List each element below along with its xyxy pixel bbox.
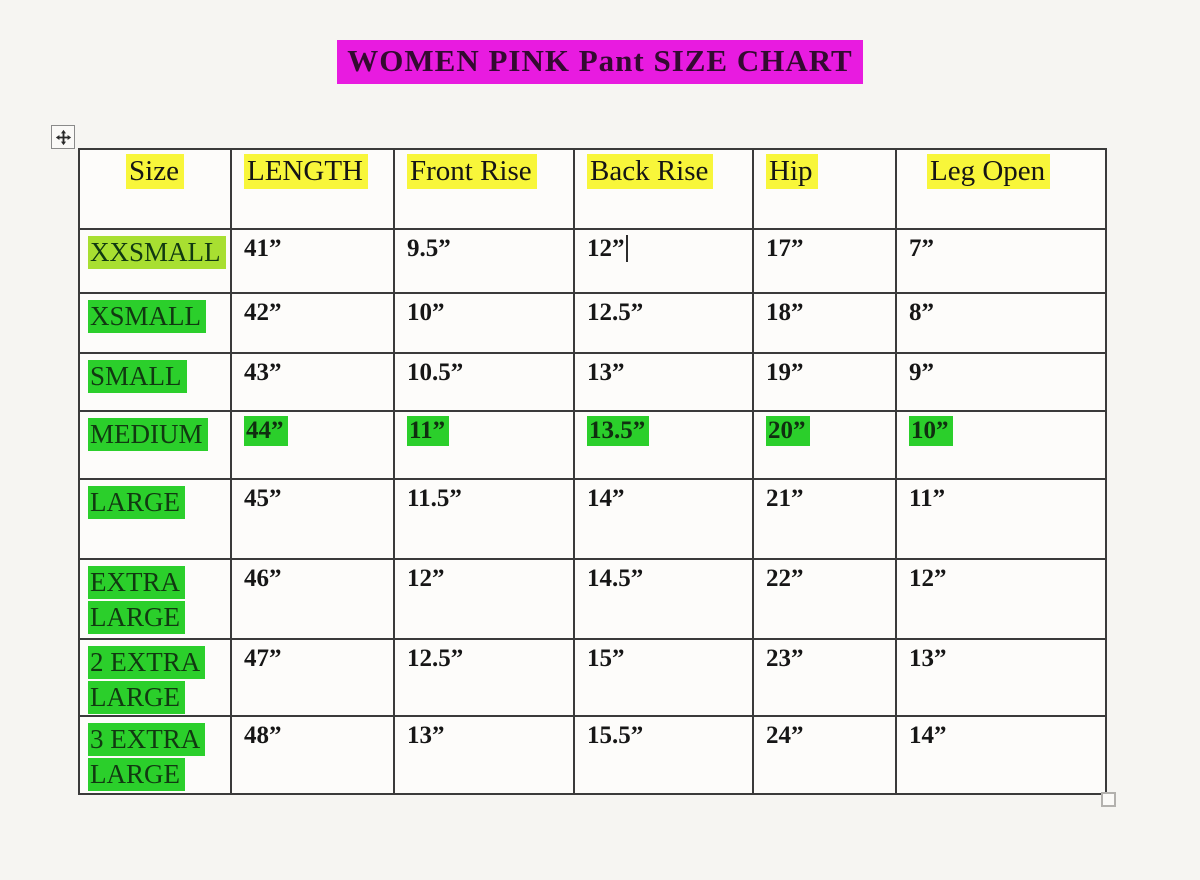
- table-row: [79, 716, 1106, 794]
- value-label: 13.5”: [587, 416, 649, 446]
- length-cell[interactable]: [231, 411, 394, 479]
- value-label: 18”: [766, 299, 804, 326]
- size-label: SMALL: [88, 360, 187, 393]
- hip-cell[interactable]: [753, 229, 896, 293]
- leg-open-cell[interactable]: [896, 639, 1106, 716]
- hip-cell[interactable]: [753, 716, 896, 794]
- value-label: 13”: [407, 722, 445, 749]
- column-header-back-rise[interactable]: [574, 149, 753, 229]
- back-rise-cell[interactable]: [574, 559, 753, 639]
- value-label: 20”: [766, 416, 810, 446]
- value-label: 10”: [407, 299, 445, 326]
- length-cell[interactable]: [231, 716, 394, 794]
- value-label: 11”: [909, 485, 946, 512]
- column-header-label: Front Rise: [407, 154, 537, 189]
- size-cell[interactable]: [79, 559, 231, 639]
- value-label: 7”: [909, 235, 934, 262]
- front-rise-cell[interactable]: [394, 293, 574, 353]
- header-row: [79, 149, 1106, 229]
- leg-open-cell[interactable]: [896, 716, 1106, 794]
- front-rise-cell[interactable]: [394, 229, 574, 293]
- value-label: 23”: [766, 645, 804, 672]
- value-label: 19”: [766, 359, 804, 386]
- value-label: 24”: [766, 722, 804, 749]
- leg-open-cell[interactable]: [896, 559, 1106, 639]
- hip-cell[interactable]: [753, 293, 896, 353]
- size-label: XXSMALL: [88, 236, 226, 269]
- value-label: 41”: [244, 235, 282, 262]
- value-label: 47”: [244, 645, 282, 672]
- back-rise-cell[interactable]: [574, 229, 753, 293]
- column-header-size[interactable]: [79, 149, 231, 229]
- value-label: 48”: [244, 722, 282, 749]
- value-label: 8”: [909, 299, 934, 326]
- table-row: [79, 639, 1106, 716]
- size-cell[interactable]: [79, 411, 231, 479]
- table-resize-handle[interactable]: [1101, 792, 1116, 807]
- length-cell[interactable]: [231, 293, 394, 353]
- text-cursor: [626, 235, 628, 262]
- front-rise-cell[interactable]: [394, 411, 574, 479]
- leg-open-cell[interactable]: [896, 353, 1106, 411]
- value-label: 22”: [766, 565, 804, 592]
- front-rise-cell[interactable]: [394, 479, 574, 559]
- table-move-handle[interactable]: [51, 125, 75, 149]
- value-label: 12.5”: [407, 645, 464, 672]
- size-label: EXTRA LARGE: [88, 566, 185, 634]
- value-label: 43”: [244, 359, 282, 386]
- back-rise-cell[interactable]: [574, 353, 753, 411]
- value-label: 46”: [244, 565, 282, 592]
- size-cell[interactable]: [79, 293, 231, 353]
- front-rise-cell[interactable]: [394, 559, 574, 639]
- value-label: 13”: [587, 359, 625, 386]
- leg-open-cell[interactable]: [896, 479, 1106, 559]
- hip-cell[interactable]: [753, 411, 896, 479]
- length-cell[interactable]: [231, 353, 394, 411]
- column-header-label: LENGTH: [244, 154, 368, 189]
- size-label: LARGE: [88, 486, 185, 519]
- back-rise-cell[interactable]: [574, 411, 753, 479]
- table-row: [79, 479, 1106, 559]
- back-rise-cell[interactable]: [574, 479, 753, 559]
- column-header-hip[interactable]: [753, 149, 896, 229]
- table-row: [79, 353, 1106, 411]
- size-cell[interactable]: [79, 639, 231, 716]
- back-rise-cell[interactable]: [574, 639, 753, 716]
- value-label: 45”: [244, 485, 282, 512]
- value-label: 9.5”: [407, 235, 451, 262]
- length-cell[interactable]: [231, 229, 394, 293]
- size-label: XSMALL: [88, 300, 206, 333]
- value-label: 10”: [909, 416, 953, 446]
- value-label: 14”: [587, 485, 625, 512]
- move-icon: [55, 129, 72, 146]
- front-rise-cell[interactable]: [394, 716, 574, 794]
- size-label: 3 EXTRA LARGE: [88, 723, 205, 791]
- value-label: 12”: [587, 235, 625, 262]
- back-rise-cell[interactable]: [574, 716, 753, 794]
- value-label: 9”: [909, 359, 934, 386]
- value-label: 11.5”: [407, 485, 462, 512]
- value-label: 44”: [244, 416, 288, 446]
- value-label: 14.5”: [587, 565, 644, 592]
- size-cell[interactable]: [79, 353, 231, 411]
- table-row: [79, 559, 1106, 639]
- leg-open-cell[interactable]: [896, 411, 1106, 479]
- size-label: 2 EXTRA LARGE: [88, 646, 205, 714]
- length-cell[interactable]: [231, 639, 394, 716]
- length-cell[interactable]: [231, 559, 394, 639]
- size-cell[interactable]: [79, 479, 231, 559]
- value-label: 12”: [909, 565, 947, 592]
- value-label: 13”: [909, 645, 947, 672]
- value-label: 11”: [407, 416, 449, 446]
- value-label: 15.5”: [587, 722, 644, 749]
- value-label: 42”: [244, 299, 282, 326]
- front-rise-cell[interactable]: [394, 639, 574, 716]
- column-header-label: Back Rise: [587, 154, 713, 189]
- page-title: WOMEN PINK Pant SIZE CHART: [337, 40, 862, 84]
- leg-open-cell[interactable]: [896, 229, 1106, 293]
- column-header-length[interactable]: [231, 149, 394, 229]
- hip-cell[interactable]: [753, 353, 896, 411]
- hip-cell[interactable]: [753, 639, 896, 716]
- column-header-leg-open[interactable]: [896, 149, 1106, 229]
- value-label: 12.5”: [587, 299, 644, 326]
- value-label: 15”: [587, 645, 625, 672]
- value-label: 21”: [766, 485, 804, 512]
- column-header-label: Hip: [766, 154, 818, 189]
- length-cell[interactable]: [231, 479, 394, 559]
- value-label: 12”: [407, 565, 445, 592]
- document-title-row: [0, 40, 1200, 84]
- size-label: MEDIUM: [88, 418, 208, 451]
- back-rise-cell[interactable]: [574, 293, 753, 353]
- leg-open-cell[interactable]: [896, 293, 1106, 353]
- value-label: 10.5”: [407, 359, 464, 386]
- column-header-label: Size: [126, 154, 184, 189]
- front-rise-cell[interactable]: [394, 353, 574, 411]
- column-header-front-rise[interactable]: [394, 149, 574, 229]
- table-row: [79, 229, 1106, 293]
- size-cell[interactable]: [79, 229, 231, 293]
- value-label: 14”: [909, 722, 947, 749]
- hip-cell[interactable]: [753, 479, 896, 559]
- hip-cell[interactable]: [753, 559, 896, 639]
- column-header-label: Leg Open: [927, 154, 1050, 189]
- value-label: 17”: [766, 235, 804, 262]
- table-row: [79, 293, 1106, 353]
- size-cell[interactable]: [79, 716, 231, 794]
- table-row: [79, 411, 1106, 479]
- size-chart-table: [78, 148, 1107, 795]
